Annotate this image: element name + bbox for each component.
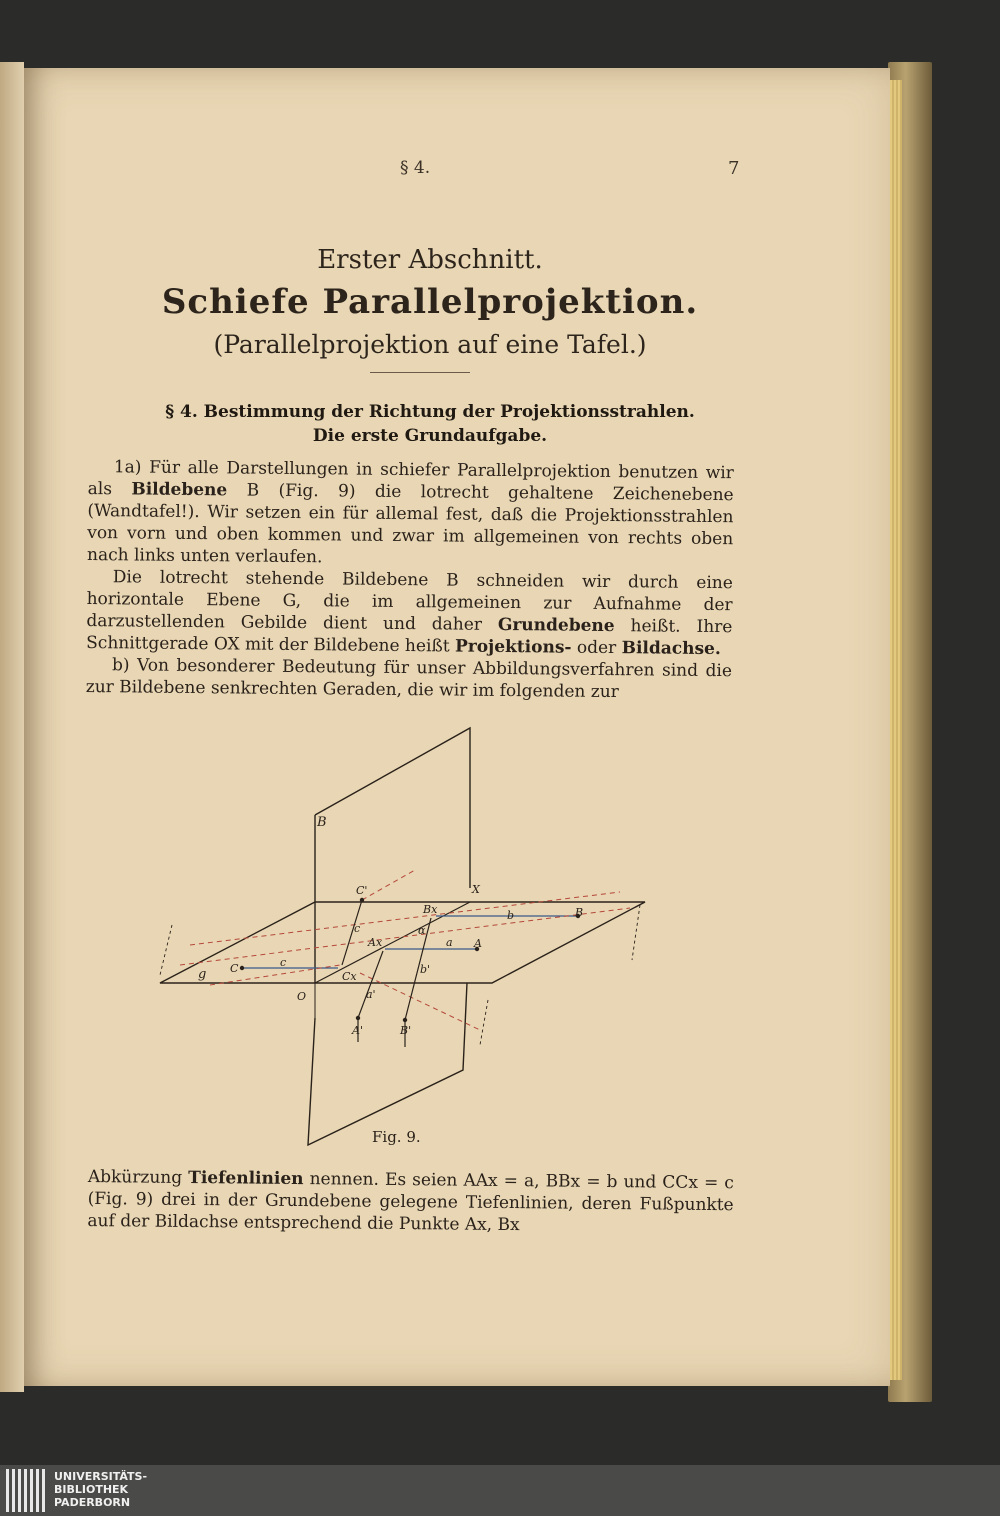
term-bildebene: Bildebene — [131, 479, 228, 501]
library-footer — [0, 1465, 1000, 1516]
library-name-line-3: PADERBORN — [54, 1496, 131, 1509]
term-grundebene: Grundebene — [497, 614, 615, 637]
text-run: Abkürzung — [87, 1167, 189, 1188]
text-run: 1a) Für alle Darstellungen in schiefer Parallelprojektion benutzen wir als — [87, 457, 734, 500]
page-number: 7 — [728, 158, 740, 179]
figure-caption: Fig. 9. — [372, 1128, 421, 1146]
text-run: heißt. Ihre Schnittgerade OX mit der Bildebene heißt — [86, 616, 733, 657]
library-name — [54, 1470, 147, 1509]
section-heading: § 4. Bestimmung der Richtung der Projektionsstrahlen. — [165, 402, 695, 422]
library-logo-icon — [6, 1469, 46, 1512]
label-alpha: α — [418, 924, 426, 937]
label-plane-b: B — [317, 815, 327, 830]
chapter-subtitle: (Parallelprojektion auf eine Tafel.) — [213, 330, 647, 359]
paragraph-continued — [87, 1166, 734, 1238]
body-text-top — [86, 456, 734, 704]
library-name-line-2: BIBLIOTHEK — [54, 1483, 129, 1496]
paragraph-1a — [87, 456, 734, 572]
label-x: X — [472, 883, 480, 896]
label-a-prime-small: a' — [366, 988, 376, 1001]
label-cx: Cx — [342, 970, 357, 983]
library-name-line-1: UNIVERSITÄTS- — [54, 1470, 148, 1483]
label-b-prime: B' — [400, 1024, 412, 1037]
text-run: b) Von besonderer Bedeutung für unser Abbildungsverfahren sind die zur Bildebene senkrechten Geraden, die wir im folgenden zur — [85, 655, 733, 703]
title-divider — [370, 372, 470, 373]
term-projektions: Projektions- — [454, 636, 572, 658]
label-c-small: c — [354, 922, 361, 935]
label-b-prime-small: b' — [420, 963, 431, 976]
label-b-point: B — [575, 906, 584, 919]
label-c-prime: C' — [356, 884, 368, 897]
text-run: nennen. Es seien AAx = a, BBx = b und CCx = c (Fig. 9) drei in der Grundebene gelegene Tiefenlinien, deren Fußpunkte auf der Bildachse entsprechend die Punkte Ax, Bx — [87, 1169, 734, 1236]
label-a: a — [446, 936, 453, 949]
label-o: O — [297, 990, 307, 1003]
text-run: Die lotrecht stehende Bildebene B schneiden wir durch eine horizontale Ebene G, die im allgemeinen zur Aufnahme der darzustellenden Gebilde dient und daher — [86, 567, 733, 635]
left-page-edge — [0, 62, 24, 1392]
text-run: B (Fig. 9) die lotrecht gehaltene Zeichenebene (Wandtafel!). Wir setzen ein für allemal fest, daß die Projektionsstrahlen von vorn und oben kommen und zwar im allgemeinen von rechts oben nach links unten verlaufen. — [86, 480, 734, 568]
label-c-point: C — [230, 962, 239, 975]
label-g: g — [198, 967, 207, 982]
label-c: c — [280, 956, 287, 969]
label-a-prime: A' — [352, 1024, 363, 1037]
term-bildachse: Bildachse. — [621, 638, 721, 660]
body-text-bottom — [87, 1166, 734, 1238]
label-a-point: A — [474, 937, 482, 950]
paragraph-1b — [86, 654, 732, 704]
term-tiefenlinien: Tiefenlinien — [188, 1167, 304, 1190]
figure-9-diagram — [150, 720, 670, 1150]
paragraph-2 — [86, 566, 733, 660]
chapter-title: Schiefe Parallelprojektion. — [161, 282, 699, 322]
label-ax: Ax — [368, 936, 383, 949]
text-run: oder — [571, 637, 622, 659]
label-b: b — [507, 909, 515, 922]
running-header: § 4. — [400, 158, 431, 178]
section-subheading: Die erste Grundaufgabe. — [312, 426, 548, 446]
label-bx: Bx — [423, 903, 438, 916]
chapter-label: Erster Abschnitt. — [317, 245, 543, 275]
